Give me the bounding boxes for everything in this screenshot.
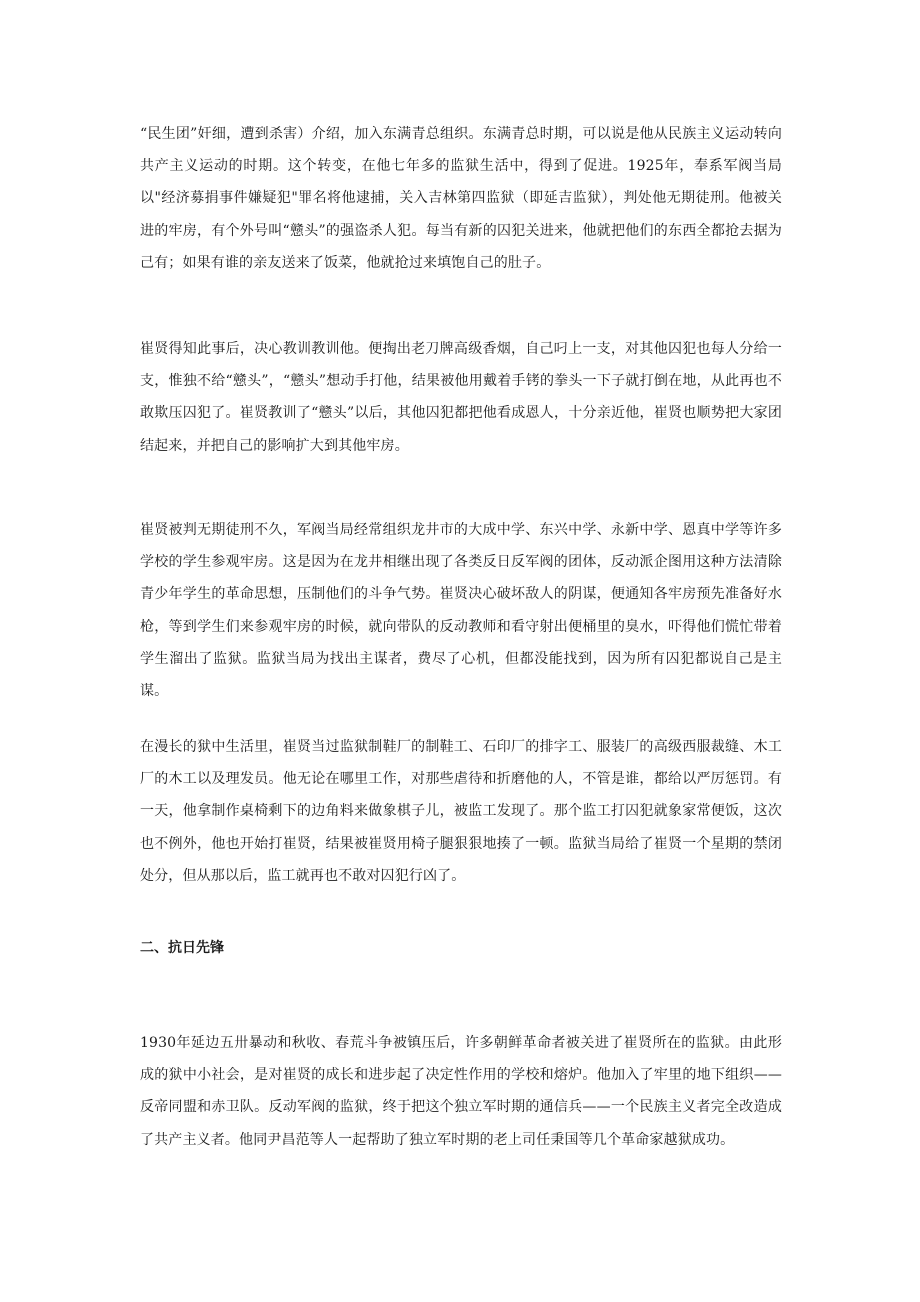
paragraph-teaching-lesson: 崔贤得知此事后，决心教训教训他。便掏出老刀牌高级香烟，自己叼上一支，对其他囚犯也每人分给一支，惟独不给“戆头”，“戆头”想动手打他，结果被他用戴着手铐的拳头一下子就打倒在地，从此再也不敢欺压囚犯了。崔贤教训了“戆头”以后，其他囚犯都把他看成恩人，十分亲近他，崔贤也顺势把大家团结起来，并把自己的影响扩大到其他牢房。 bbox=[140, 341, 782, 454]
paragraph-prison-work: 在漫长的狱中生活里，崔贤当过监狱制鞋厂的制鞋工、石印厂的排字工、服装厂的高级西服裁缝、木工厂的木工以及理发员。他无论在哪里工作，对那些虐待和折磨他的人，不管是谁，都给以严厉惩罚。有一天，他拿制作桌椅剩下的边角料来做象棋子儿，被监工发现了。那个监工打囚犯就象家常便饭，这次也不例外，他也开始打崔贤，结果被崔贤用椅子腿狠狠地揍了一顿。监狱当局给了崔贤一个星期的禁闭处分，但从那以后，监工就再也不敢对囚犯行凶了。 bbox=[140, 739, 782, 884]
paragraph-revolution: 1930年延边五卅暴动和秋收、春荒斗争被镇压后，许多朝鲜革命者被关进了崔贤所在的监狱。由此形成的狱中小社会，是对崔贤的成长和进步起了决定性作用的学校和熔炉。他加入了牢里的地下组织——反帝同盟和赤卫队。反动军阀的监狱，终于把这个独立军时期的通信兵——一个民族主义者完全改造成了共产主义者。他同尹昌范等人一起帮助了独立军时期的老上司任秉国等几个革命家越狱成功。 bbox=[140, 1035, 782, 1148]
section-heading: 二、抗日先锋 bbox=[140, 940, 224, 956]
paragraph-prison-visit: 崔贤被判无期徒刑不久，军阀当局经常组织龙井市的大成中学、东兴中学、永新中学、恩真中学等许多学校的学生参观牢房。这是因为在龙井相继出现了各类反日反军阀的团体，反动派企图用这种方法清除青少年学生的革命思想，压制他们的斗争气势。崔贤决心破坏敌人的阴谋，便通知各牢房预先准备好水枪，等到学生们来参观牢房的时候，就向带队的反动教师和看守射出便桶里的臭水，吓得他们慌忙带着学生溜出了监狱。监狱当局为找出主谋者，费尽了心机，但都没能找到，因为所有囚犯都说自己是主谋。 bbox=[140, 522, 782, 700]
paragraph-prison-intro: “民生团”奸细，遭到杀害）介绍，加入东满青总组织。东满青总时期，可以说是他从民族主义运动转向共产主义运动的时期。这个转变，在他七年多的监狱生活中，得到了促进。1925年，奉系军阀当局以"经济募捐事件嫌疑犯"罪名将他逮捕，关入吉林第四监狱（即延吉监狱），判处他无期徒刑。他被关进的牢房，有个外号叫“戆头”的强盗杀人犯。每当有新的囚犯关进来，他就把他们的东西全都抢去据为己有；如果有谁的亲友送来了饭菜，他就抢过来填饱自己的肚子。 bbox=[140, 126, 782, 271]
